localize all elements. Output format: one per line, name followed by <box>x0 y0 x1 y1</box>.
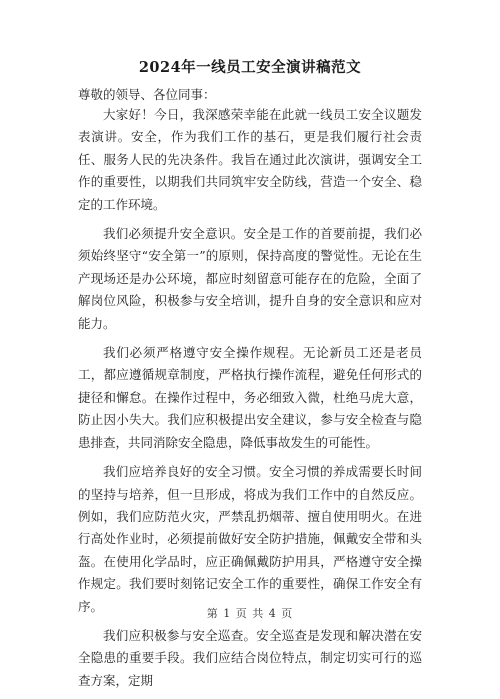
page-number-footer: 第 1 页 共 4 页 <box>206 607 294 620</box>
document-title: 2024年一线员工安全演讲稿范文 <box>138 59 362 76</box>
salutation: 尊敬的领导、各位同事： <box>78 87 216 102</box>
paragraph: 我们必须提升安全意识。安全是工作的首要前提，我们必须始终坚守“安全第一”的原则，保持高度的警觉性。无论在生产现场还是办公环境，都应时刻留意可能存在的危险，全面了解岗位风险，积极参与安全培训，提升自身的安全意识和应对能力。 <box>78 226 422 331</box>
paragraph: 我们应培养良好的安全习惯。安全习惯的养成需要长时间的坚持与培养，但一旦形成，将成为我们工作中的自然反应。例如，我们应防范火灾，严禁乱扔烟蒂、擅自使用明火。在进行高处作业时，必须提前做好安全防护措施，佩戴安全带和头盔。在使用化学品时，应正确佩戴防护用具，严格遵守安全操作规定。我们要时刻铭记安全工作的重要性，确保工作安全有序。 <box>78 464 422 614</box>
paragraph: 大家好！今日，我深感荣幸能在此就一线员工安全议题发表演讲。安全，作为我们工作的基石，更是我们履行社会责任、服务人民的先决条件。我旨在通过此次演讲，强调安全工作的重要性，以期我们共同筑牢安全防线，营造一个安全、稳定的工作环境。 <box>78 107 422 212</box>
paragraph: 我们必须严格遵守安全操作规程。无论新员工还是老员工，都应遵循规章制度，严格执行操作流程，避免任何形式的捷径和懈怠。在操作过程中，务必细致入微，杜绝马虎大意，防止因小失大。我们应积极提出安全建议，参与安全检查与隐患排查，共同消除安全隐患，降低事故发生的可能性。 <box>78 345 422 450</box>
paragraph: 我们应积极参与安全巡查。安全巡查是发现和解决潜在安全隐患的重要手段。我们应结合岗位特点，制定切实可行的巡查方案，定期 <box>78 627 422 688</box>
